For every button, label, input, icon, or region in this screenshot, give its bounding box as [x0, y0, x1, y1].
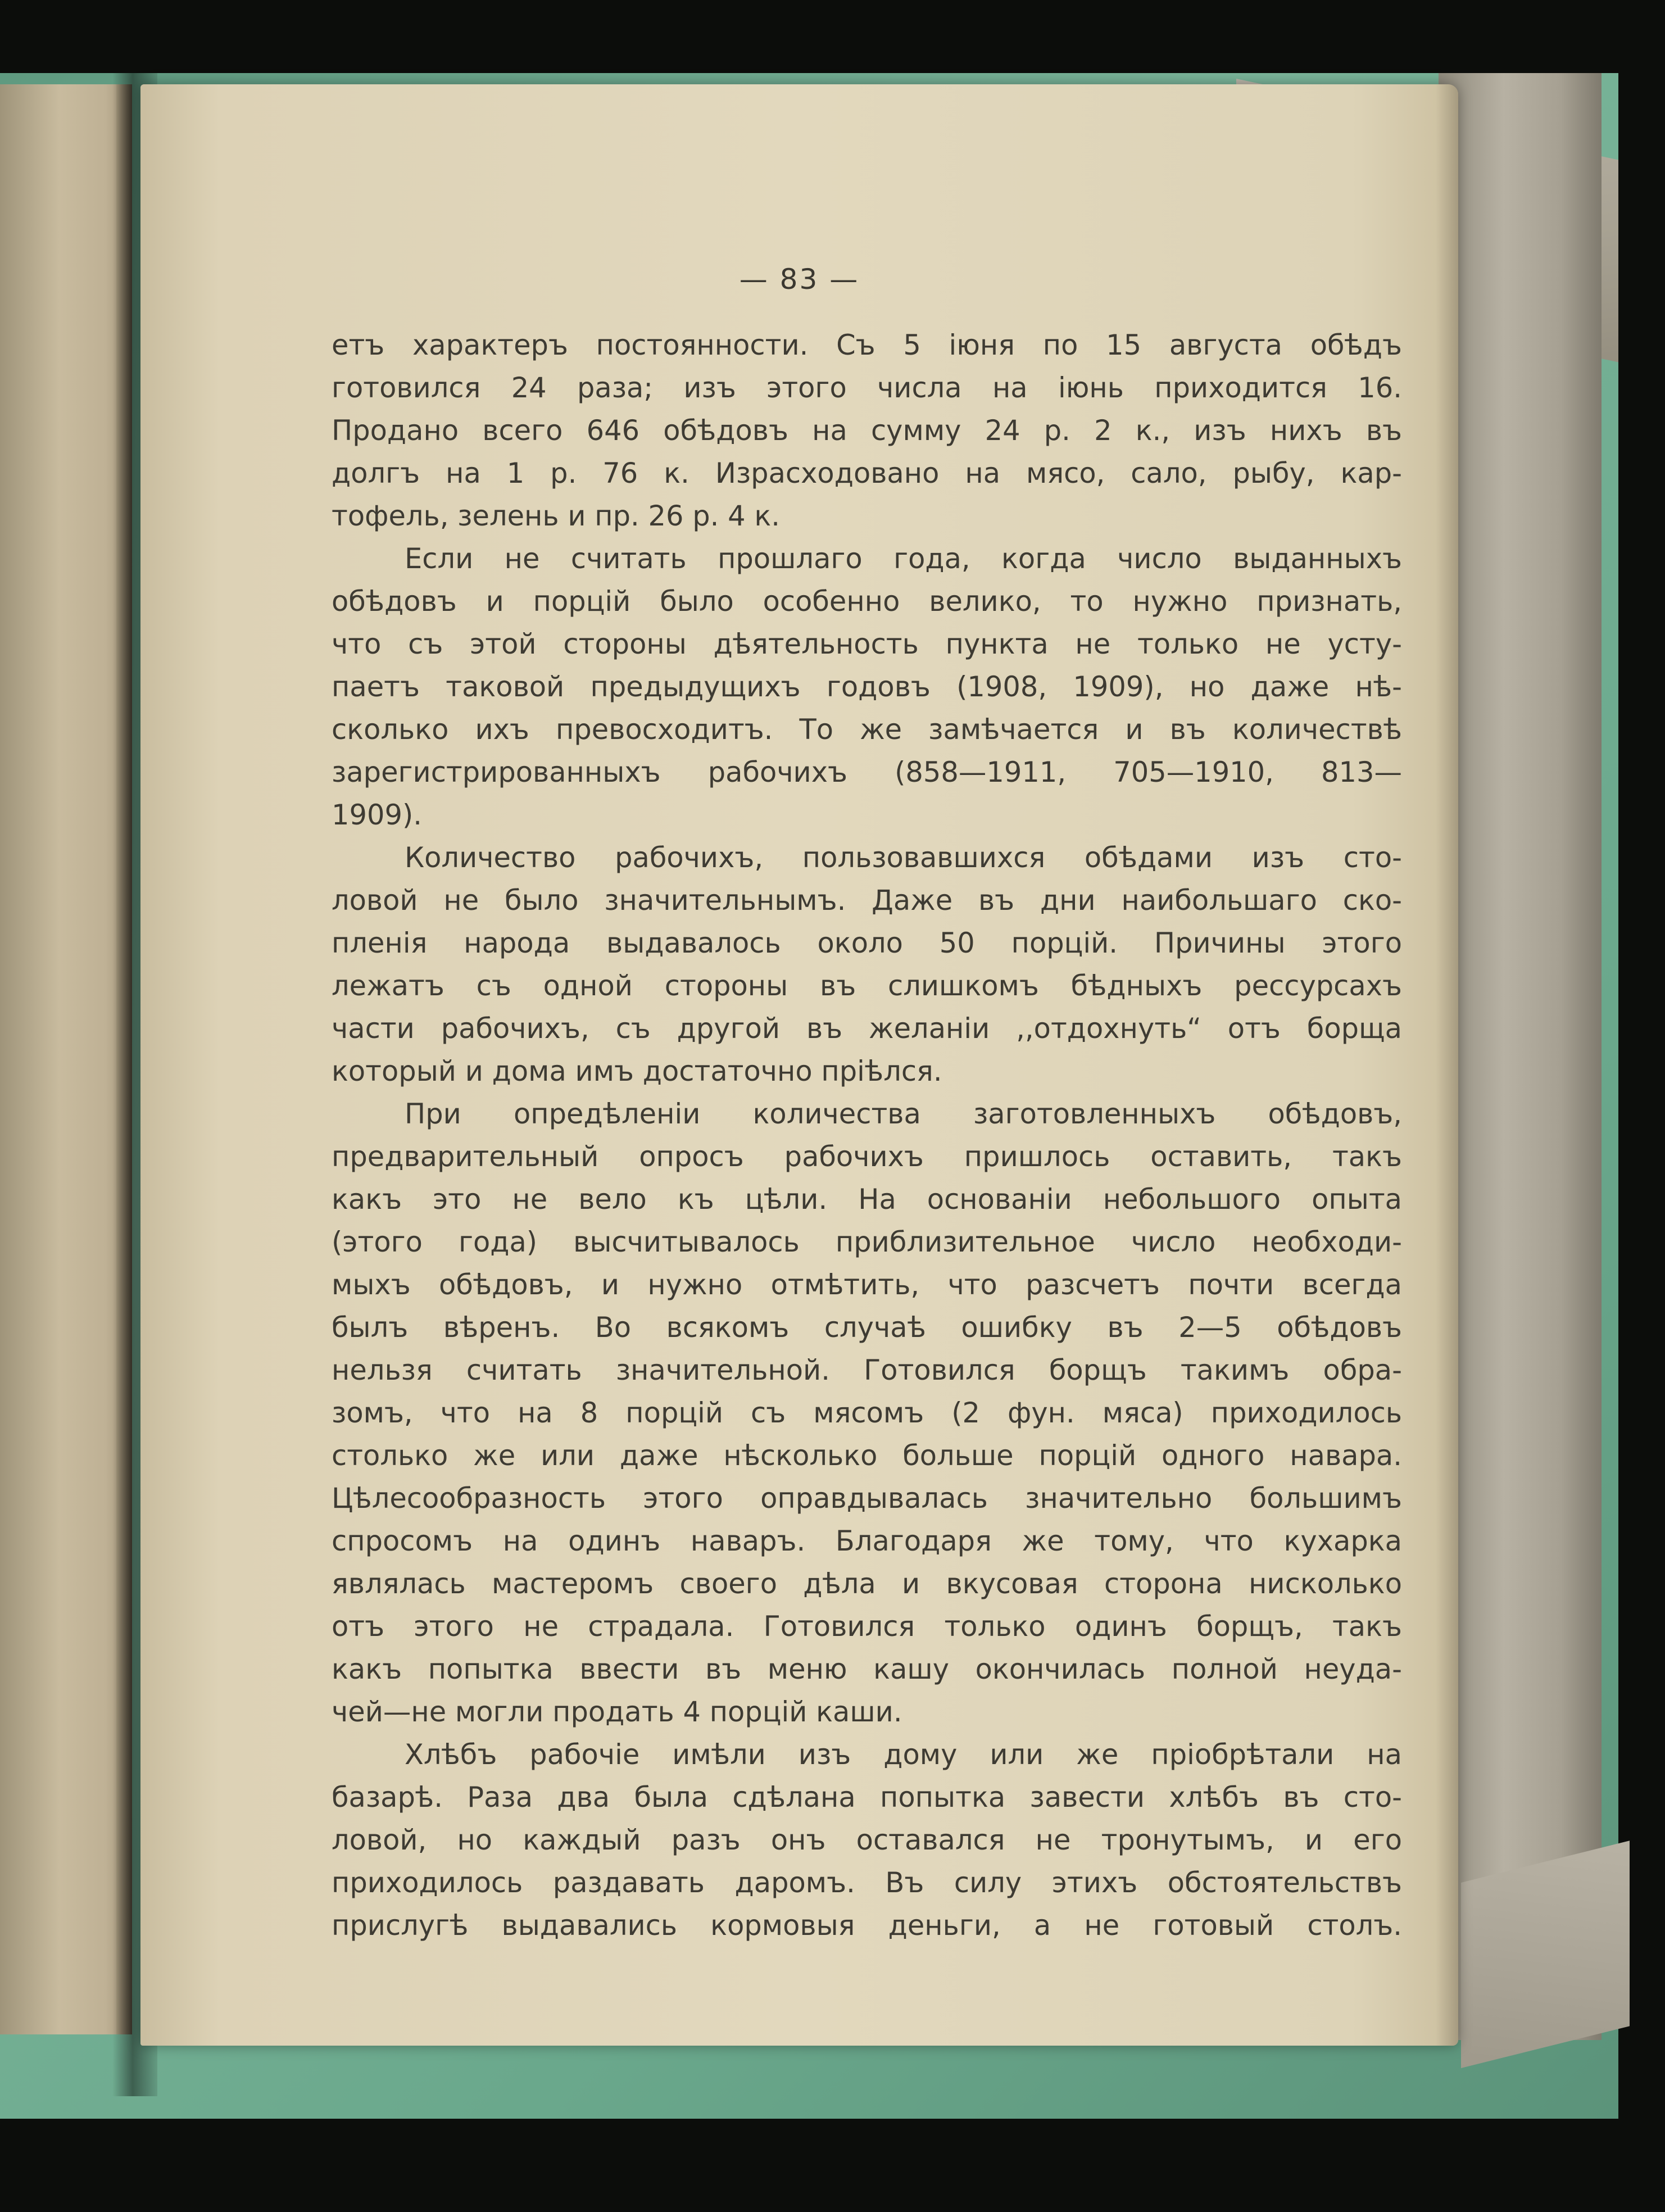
text-line: сколько ихъ превосходитъ. То же замѣчается и въ количествѣ [332, 713, 1402, 746]
text-line: что съ этой стороны дѣятельность пункта не только не усту- [332, 628, 1402, 660]
paragraph-3 [332, 836, 1402, 1093]
text-line: прислугѣ выдавались кормовыя деньги, а не готовый столъ. [332, 1909, 1402, 1942]
page-body-text [332, 324, 1402, 1947]
paragraph-2 [332, 537, 1402, 836]
text-line: Если не считать прошлаго года, когда число выданныхъ [405, 542, 1402, 575]
text-line: ловой, но каждый разъ онъ оставался не тронутымъ, и его [332, 1824, 1402, 1856]
text-line: приходилось раздавать даромъ. Въ силу этихъ обстоятельствъ [332, 1866, 1402, 1899]
page-stack-right [1439, 73, 1602, 2040]
text-line: пленія народа выдавалось около 50 порцій. Причины этого [332, 927, 1402, 959]
text-line: лежатъ съ одной стороны въ слишкомъ бѣдныхъ рессурсахъ [332, 969, 1402, 1002]
paragraph-4 [332, 1093, 1402, 1733]
text-line: чей—не могли продать 4 порцій каши. [332, 1696, 902, 1728]
text-line: При опредѣленіи количества заготовленныхъ обѣдовъ, [405, 1098, 1402, 1130]
text-line: долгъ на 1 р. 76 к. Израсходовано на мясо, сало, рыбу, кар- [332, 457, 1402, 489]
text-line: паетъ таковой предыдущихъ годовъ (1908, 1909), но даже нѣ- [332, 670, 1402, 703]
page-curl [1436, 84, 1458, 2046]
text-line: ловой не было значительнымъ. Даже въ дни наибольшаго ско- [332, 884, 1402, 917]
text-line: какъ это не вело къ цѣли. На основаніи небольшого опыта [332, 1183, 1402, 1216]
text-line: (этого года) высчитывалось приблизительное число необходи- [332, 1226, 1402, 1258]
paragraph-1 [332, 324, 1402, 537]
text-line: мыхъ обѣдовъ, и нужно отмѣтить, что разсчетъ почти всегда [332, 1268, 1402, 1301]
text-line: столько же или даже нѣсколько больше порцій одного навара. [332, 1439, 1402, 1472]
text-line: 1909). [332, 799, 423, 831]
text-line: отъ этого не страдала. Готовился только одинъ борщъ, такъ [332, 1610, 1402, 1643]
text-line: етъ характеръ постоянности. Съ 5 іюня по 15 августа обѣдъ [332, 329, 1402, 361]
text-line: Цѣлесообразность этого оправдывалась значительно большимъ [332, 1482, 1402, 1515]
text-line: обѣдовъ и порцій было особенно велико, то нужно признать, [332, 585, 1402, 618]
text-line: части рабочихъ, съ другой въ желаніи ,,отдохнуть“ отъ борща [332, 1012, 1402, 1045]
text-line: предварительный опросъ рабочихъ пришлось оставить, такъ [332, 1140, 1402, 1173]
text-line: зомъ, что на 8 порцій съ мясомъ (2 фун. мяса) приходилось [332, 1397, 1402, 1429]
text-line: Продано всего 646 обѣдовъ на сумму 24 р. 2 к., изъ нихъ въ [332, 414, 1402, 447]
text-line: нельзя считать значительной. Готовился борщъ такимъ обра- [332, 1354, 1402, 1386]
text-line: Количество рабочихъ, пользовавшихся обѣдами изъ сто- [405, 841, 1402, 874]
text-line: готовился 24 раза; изъ этого числа на іюнь приходится 16. [332, 371, 1402, 404]
text-line: спросомъ на одинъ наваръ. Благодаря же тому, что кухарка [332, 1525, 1402, 1557]
text-line: являлась мастеромъ своего дѣла и вкусовая сторона нисколько [332, 1567, 1402, 1600]
text-line: который и дома имъ достаточно пріѣлся. [332, 1055, 942, 1087]
text-line: Хлѣбъ рабочіе имѣли изъ дому или же пріобрѣтали на [405, 1738, 1402, 1771]
paragraph-5 [332, 1733, 1402, 1947]
text-line: былъ вѣренъ. Во всякомъ случаѣ ошибку въ 2—5 обѣдовъ [332, 1311, 1402, 1344]
text-line: зарегистрированныхъ рабочихъ (858—1911, 705—1910, 813— [332, 756, 1402, 788]
text-line: тофель, зелень и пр. 26 р. 4 к. [332, 500, 780, 532]
page-number: — 83 — [739, 263, 860, 296]
text-line: базарѣ. Раза два была сдѣлана попытка завести хлѣбъ въ сто- [332, 1781, 1402, 1814]
text-line: какъ попытка ввести въ меню кашу окончилась полной неуда- [332, 1653, 1402, 1685]
book-page [140, 84, 1458, 2046]
